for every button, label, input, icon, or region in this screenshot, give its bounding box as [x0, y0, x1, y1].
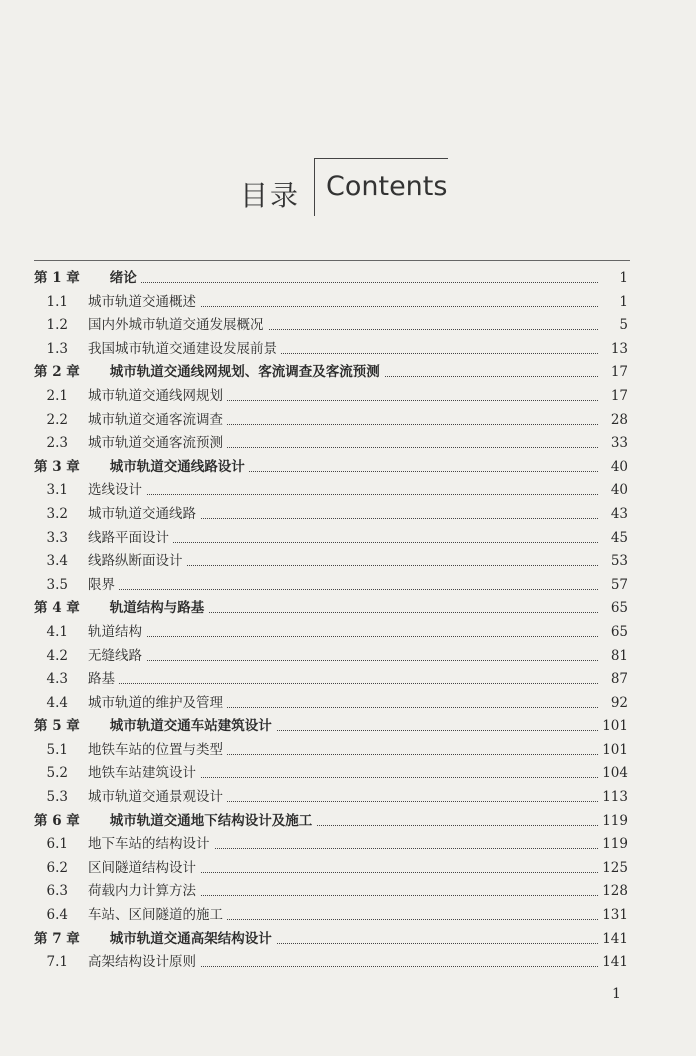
entry-number: 4.1: [46, 623, 68, 640]
entry-page-number: 40: [607, 479, 628, 503]
entry-title: 高架结构设计原则: [88, 954, 196, 971]
toc-section-entry: [34, 739, 628, 763]
entry-title: 我国城市轨道交通建设发展前景: [88, 340, 277, 357]
entry-number: 2.3: [46, 435, 68, 452]
page-number: 1: [612, 986, 621, 1002]
entry-label: [34, 836, 214, 852]
toc-section-entry: [34, 951, 628, 975]
entry-title: 城市轨道交通车站建筑设计: [109, 718, 272, 735]
toc-chapter-entry: [34, 810, 628, 834]
entry-page-number: 33: [607, 432, 628, 456]
toc-section-entry: [34, 291, 628, 315]
entry-label: [34, 506, 200, 522]
entry-number: 6.2: [46, 859, 68, 876]
entry-page-number: 87: [607, 668, 628, 692]
entry-number: 3.3: [46, 529, 68, 546]
entry-number: 第 2 章: [34, 364, 80, 381]
entry-number: 4.3: [46, 671, 68, 688]
entry-number: 7.1: [46, 954, 68, 971]
toc-section-entry: [34, 503, 628, 527]
entry-number: 第 5 章: [34, 718, 80, 735]
title-divider: [314, 158, 315, 216]
entry-title: 轨道结构与路基: [109, 600, 205, 617]
entry-page-number: 131: [598, 904, 628, 928]
entry-title: 绪论: [109, 270, 137, 286]
entry-number: 第 1 章: [34, 270, 80, 286]
entry-page-number: 119: [598, 810, 628, 834]
entry-title: 城市轨道交通概述: [88, 293, 196, 310]
entry-title: 城市轨道交通高架结构设计: [109, 930, 272, 947]
toc-section-entry: [34, 385, 628, 409]
entry-number: 2.2: [46, 411, 68, 428]
entry-label: [34, 695, 227, 711]
entry-number: 3.2: [46, 505, 68, 522]
entry-label: [34, 789, 227, 805]
entry-label: [34, 954, 200, 970]
entry-number: 3.4: [46, 553, 68, 570]
entry-page-number: 92: [607, 692, 628, 716]
entry-number: 1.3: [46, 340, 68, 357]
toc-section-entry: [34, 409, 628, 433]
entry-number: 第 4 章: [34, 600, 80, 617]
toc-section-entry: [34, 645, 628, 669]
entry-label: [34, 482, 146, 498]
entry-page-number: 17: [607, 361, 628, 385]
entry-title: 轨道结构: [88, 623, 142, 640]
entry-number: 3.1: [46, 482, 68, 499]
entry-number: 1.1: [46, 293, 68, 310]
entry-label: [34, 317, 268, 333]
toc-chapter-entry: [34, 456, 628, 480]
entry-label: [34, 624, 146, 640]
entry-title: 城市轨道交通线网规划: [88, 387, 223, 404]
entry-number: 5.2: [46, 765, 68, 782]
title-chinese: 目录: [240, 179, 301, 212]
entry-page-number: 45: [607, 527, 628, 551]
entry-title: 城市轨道交通客流预测: [88, 435, 223, 452]
entry-page-number: 17: [607, 385, 628, 409]
entry-number: 5.3: [46, 789, 68, 806]
entry-number: 2.1: [46, 387, 68, 404]
toc-section-entry: [34, 621, 628, 645]
toc-chapter-entry: [34, 928, 628, 952]
entry-title: 限界: [88, 576, 115, 593]
toc-section-entry: [34, 833, 628, 857]
toc-section-entry: [34, 338, 628, 362]
entry-title: 城市轨道交通客流调查: [88, 411, 223, 428]
entry-number: 第 3 章: [34, 458, 80, 475]
entry-page-number: 57: [607, 574, 628, 598]
entry-number: 5.1: [46, 741, 68, 758]
entry-label: [34, 648, 146, 664]
entry-number: 第 6 章: [34, 812, 80, 829]
entry-title: 城市轨道的维护及管理: [88, 694, 223, 711]
toc-section-entry: [34, 786, 628, 810]
entry-label: [34, 435, 227, 451]
entry-title: 城市轨道交通线路: [88, 505, 196, 522]
entry-title: 区间隧道结构设计: [88, 859, 196, 876]
entry-page-number: 40: [607, 456, 628, 480]
entry-label: [34, 671, 119, 687]
toc-chapter-entry: [34, 597, 628, 621]
toc-chapter-entry: [34, 267, 628, 291]
entry-page-number: 141: [598, 951, 628, 975]
entry-page-number: 5: [615, 314, 628, 338]
entry-title: 无缝线路: [88, 647, 142, 664]
entry-page-number: 141: [598, 928, 628, 952]
entry-label: [34, 742, 227, 758]
entry-page-number: 53: [607, 550, 628, 574]
entry-title: 线路平面设计: [88, 529, 169, 546]
entry-title: 地铁车站的位置与类型: [88, 741, 223, 758]
toc-section-entry: [34, 857, 628, 881]
toc-section-entry: [34, 432, 628, 456]
entry-page-number: 119: [598, 833, 628, 857]
entry-label: [34, 412, 227, 428]
toc-section-entry: [34, 880, 628, 904]
toc-top-rule: [34, 260, 630, 261]
entry-title: 地下车站的结构设计: [88, 836, 210, 853]
toc-section-entry: [34, 904, 628, 928]
toc-section-entry: [34, 479, 628, 503]
entry-label: [34, 553, 187, 569]
entry-label: [34, 364, 384, 380]
entry-label: [34, 813, 316, 829]
entry-number: 第 7 章: [34, 930, 80, 947]
entry-page-number: 113: [598, 786, 628, 810]
entry-number: 6.1: [46, 836, 68, 853]
entry-number: 4.2: [46, 647, 68, 664]
toc-section-entry: [34, 762, 628, 786]
entry-label: [34, 718, 276, 734]
entry-page-number: 104: [598, 762, 628, 786]
entry-page-number: 1: [615, 291, 628, 315]
entry-title: 选线设计: [88, 482, 142, 499]
entry-page-number: 28: [607, 409, 628, 433]
entry-page-number: 128: [598, 880, 628, 904]
toc-section-entry: [34, 668, 628, 692]
entry-label: [34, 600, 208, 616]
entry-label: [34, 860, 200, 876]
toc-section-entry: [34, 692, 628, 716]
entry-title: 国内外城市轨道交通发展概况: [88, 317, 264, 334]
entry-page-number: 43: [607, 503, 628, 527]
toc-chapter-entry: [34, 715, 628, 739]
entry-label: [34, 931, 276, 947]
toc-section-entry: [34, 550, 628, 574]
entry-number: 6.3: [46, 883, 68, 900]
entry-number: 3.5: [46, 576, 68, 593]
entry-number: 1.2: [46, 317, 68, 334]
entry-label: [34, 294, 200, 310]
entry-page-number: 81: [607, 645, 628, 669]
entry-label: [34, 388, 227, 404]
entry-number: 4.4: [46, 694, 68, 711]
title-top-rule: [314, 158, 448, 159]
entry-label: [34, 577, 119, 593]
entry-title: 地铁车站建筑设计: [88, 765, 196, 782]
entry-page-number: 1: [615, 267, 628, 291]
entry-page-number: 101: [598, 739, 628, 763]
entry-label: [34, 459, 249, 475]
entry-title: 线路纵断面设计: [88, 553, 183, 570]
entry-page-number: 13: [607, 338, 628, 362]
entry-label: [34, 341, 281, 357]
entry-label: [34, 765, 200, 781]
entry-title: 城市轨道交通线网规划、客流调查及客流预测: [109, 364, 380, 381]
entry-page-number: 101: [598, 715, 628, 739]
entry-title: 路基: [88, 671, 115, 688]
entry-title: 车站、区间隧道的施工: [88, 907, 223, 924]
entry-page-number: 65: [607, 621, 628, 645]
entry-title: 城市轨道交通线路设计: [109, 458, 245, 475]
entry-page-number: 125: [598, 857, 628, 881]
entry-title: 城市轨道交通地下结构设计及施工: [109, 812, 313, 829]
title-english: Contents: [326, 171, 448, 202]
toc-section-entry: [34, 314, 628, 338]
entry-label: [34, 530, 173, 546]
entry-label: [34, 270, 141, 286]
toc-list: [34, 267, 628, 975]
toc-section-entry: [34, 527, 628, 551]
entry-label: [34, 907, 227, 923]
toc-chapter-entry: [34, 361, 628, 385]
entry-label: [34, 883, 200, 899]
toc-section-entry: [34, 574, 628, 598]
entry-title: 荷载内力计算方法: [88, 883, 196, 900]
entry-title: 城市轨道交通景观设计: [88, 789, 223, 806]
entry-number: 6.4: [46, 907, 68, 924]
entry-page-number: 65: [607, 597, 628, 621]
